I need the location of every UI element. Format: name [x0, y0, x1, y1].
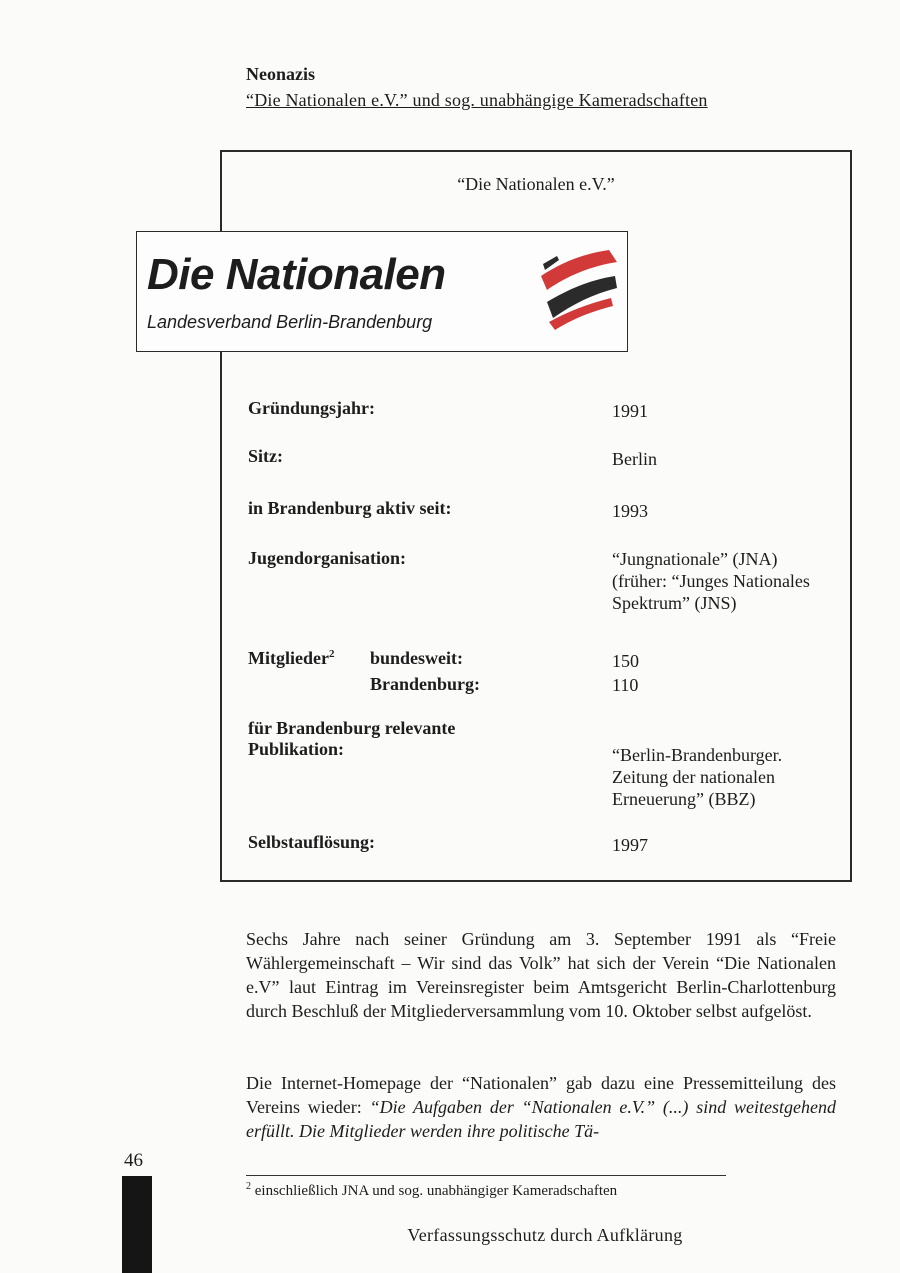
fact-box-title: “Die Nationalen e.V.” [457, 174, 615, 194]
members-national-value: 150 [612, 651, 639, 671]
flag-stripes-icon [537, 242, 619, 334]
founded-value: 1991 [612, 401, 648, 421]
page-number: 46 [124, 1150, 143, 1171]
active-since-label: in Brandenburg aktiv seit: [248, 498, 452, 518]
publication-label: für Brandenburg relevante Publikation: [248, 718, 456, 759]
logo-name: Die Nationalen [147, 250, 446, 299]
members-brandenburg-label: Brandenburg: [370, 674, 481, 694]
youth-org-value: “Jungnationale” (JNA) (früher: “Junges Nationales Spektrum” (JNS) [612, 549, 810, 613]
footnote: $^2$ einschließlich JNA und sog. unabhängiger Kameradschaften [246, 1181, 618, 1199]
active-since-value: 1993 [612, 501, 648, 521]
footnote-ref: 2 [328, 648, 335, 660]
logo-subtitle: Landesverband Berlin-Brandenburg [147, 312, 433, 332]
body-paragraph-1: Sechs Jahre nach seiner Gründung am 3. September 1991 als “Freie Wählergemeinschaft – Wir sind das Volk” hat sich der Verein “Die Nationalen e.V” laut Eintrag im Vereinsregister beim Amtsgericht Berlin-Charlottenburg durch Beschluß der Mitgliederversammlung vom 10. Oktober selbst aufgelöst. [246, 929, 836, 1021]
footnote-divider [246, 1175, 726, 1176]
chapter-title: “Die Nationalen e.V.” und sog. unabhängige Kameradschaften [246, 90, 708, 110]
members-national-label: bundesweit: [370, 648, 464, 668]
seat-value: Berlin [612, 449, 657, 469]
body-paragraph-2: Die Internet-Homepage der “Nationalen” gab dazu eine Pressemitteilung des Vereins wieder: “Die Aufgaben der “Nationalen e.V.” (...) sind weitestgehend erfüllt. Die Mitglieder werden ihre politische Tä- [246, 1073, 836, 1141]
dissolution-value: 1997 [612, 835, 648, 855]
dissolution-label: Selbstauflösung: [248, 832, 376, 852]
publication-value: “Berlin-Brandenburger. Zeitung der nationalen Erneuerung” (BBZ) [612, 745, 783, 809]
running-footer: Verfassungsschutz durch Aufklärung [407, 1225, 683, 1245]
founded-label: Gründungsjahr: [248, 398, 376, 418]
members-label: Mitglieder$^2$ [248, 648, 335, 668]
party-logo [136, 231, 628, 352]
seat-label: Sitz: [248, 446, 283, 466]
section-heading: Neonazis [246, 64, 315, 84]
youth-org-label: Jugendorganisation: [248, 548, 407, 568]
members-brandenburg-value: 110 [612, 675, 639, 695]
